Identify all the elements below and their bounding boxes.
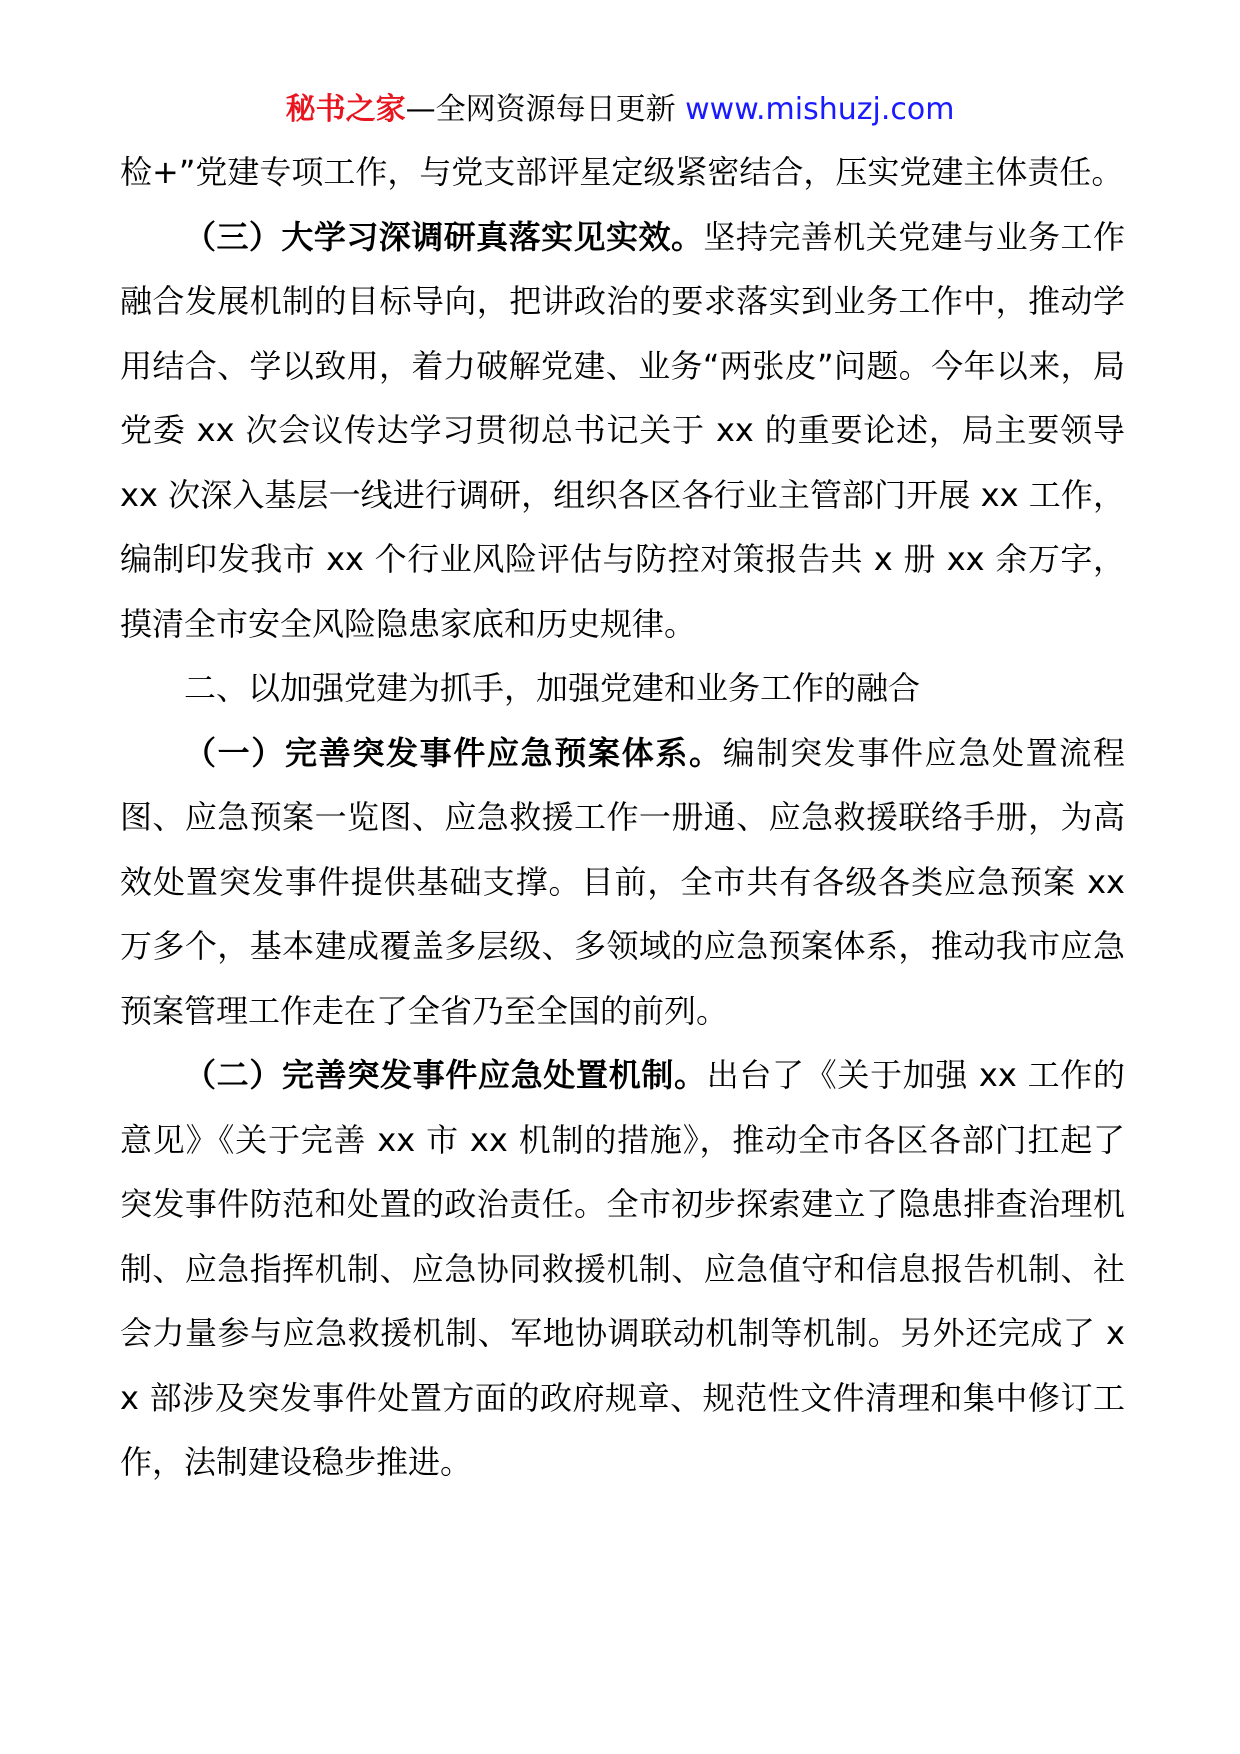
paragraph-continuation (120, 140, 1125, 205)
paragraph-text: 编制突发事件应急处置流程图、应急预案一览图、应急救援工作一册通、应急救援联络手册，为高效处置突发事件提供基础支撑。目前，全市共有各级各类应急预案 xx 万多个，基本建成覆盖多层级、多领域的应急预案体系，推动我市应急预案管理工作走在了全省乃至全国的前列。 (120, 733, 1125, 1030)
header-tagline: —全网资源每日更新 (405, 92, 676, 127)
paragraph-subsection-2 (120, 1043, 1125, 1495)
site-header (0, 88, 1240, 132)
paragraph-text: 坚持完善机关党建与业务工作融合发展机制的目标导向，把讲政治的要求落实到业务工作中，推动学用结合、学以致用，着力破解党建、业务“两张皮”问题。今年以来，局党委 xx 次会议传达学习贯彻总书记关于 xx 的重要论述，局主要领导 xx 次深入基层一线进行调研，组织各区各行业主管部门开展 xx 工作，编制印发我市 xx 个行业风险评估与防控对策报告共 x 册 xx 余万字，摸清全市安全风险隐患家底和历史规律。 (120, 217, 1125, 643)
document-body (120, 140, 1125, 1495)
site-url[interactable]: www.mishuzj.com (685, 92, 955, 127)
paragraph-section-3 (120, 205, 1125, 657)
paragraph-lead: （二）完善突发事件应急处置机制。 (184, 1056, 707, 1094)
paragraph-subsection-1 (120, 721, 1125, 1044)
brand-name: 秘书之家 (285, 92, 406, 127)
paragraph-lead: （一）完善突发事件应急预案体系。 (184, 733, 723, 772)
heading-text: 二、以加强党建为抓手，加强党建和业务工作的融合 (184, 669, 921, 707)
section-heading-2 (120, 656, 1125, 721)
paragraph-lead: （三）大学习深调研真落实见实效。 (184, 217, 704, 256)
paragraph-text: 出台了《关于加强 xx 工作的意见》《关于完善 xx 市 xx 机制的措施》，推动全市各区各部门扛起了突发事件防范和处置的政治责任。全市初步探索建立了隐患排查治理机制、应急指挥机制、应急协同救援机制、应急值守和信息报告机制、社会力量参与应急救援机制、军地协调联动机制等机制。另外还完成了 xx 部涉及突发事件处置方面的政府规章、规范性文件清理和集中修订工作，法制建设稳步推进。 (120, 1056, 1125, 1481)
paragraph-text: 检+”党建专项工作，与党支部评星定级紧密结合，压实党建主体责任。 (120, 153, 1124, 191)
